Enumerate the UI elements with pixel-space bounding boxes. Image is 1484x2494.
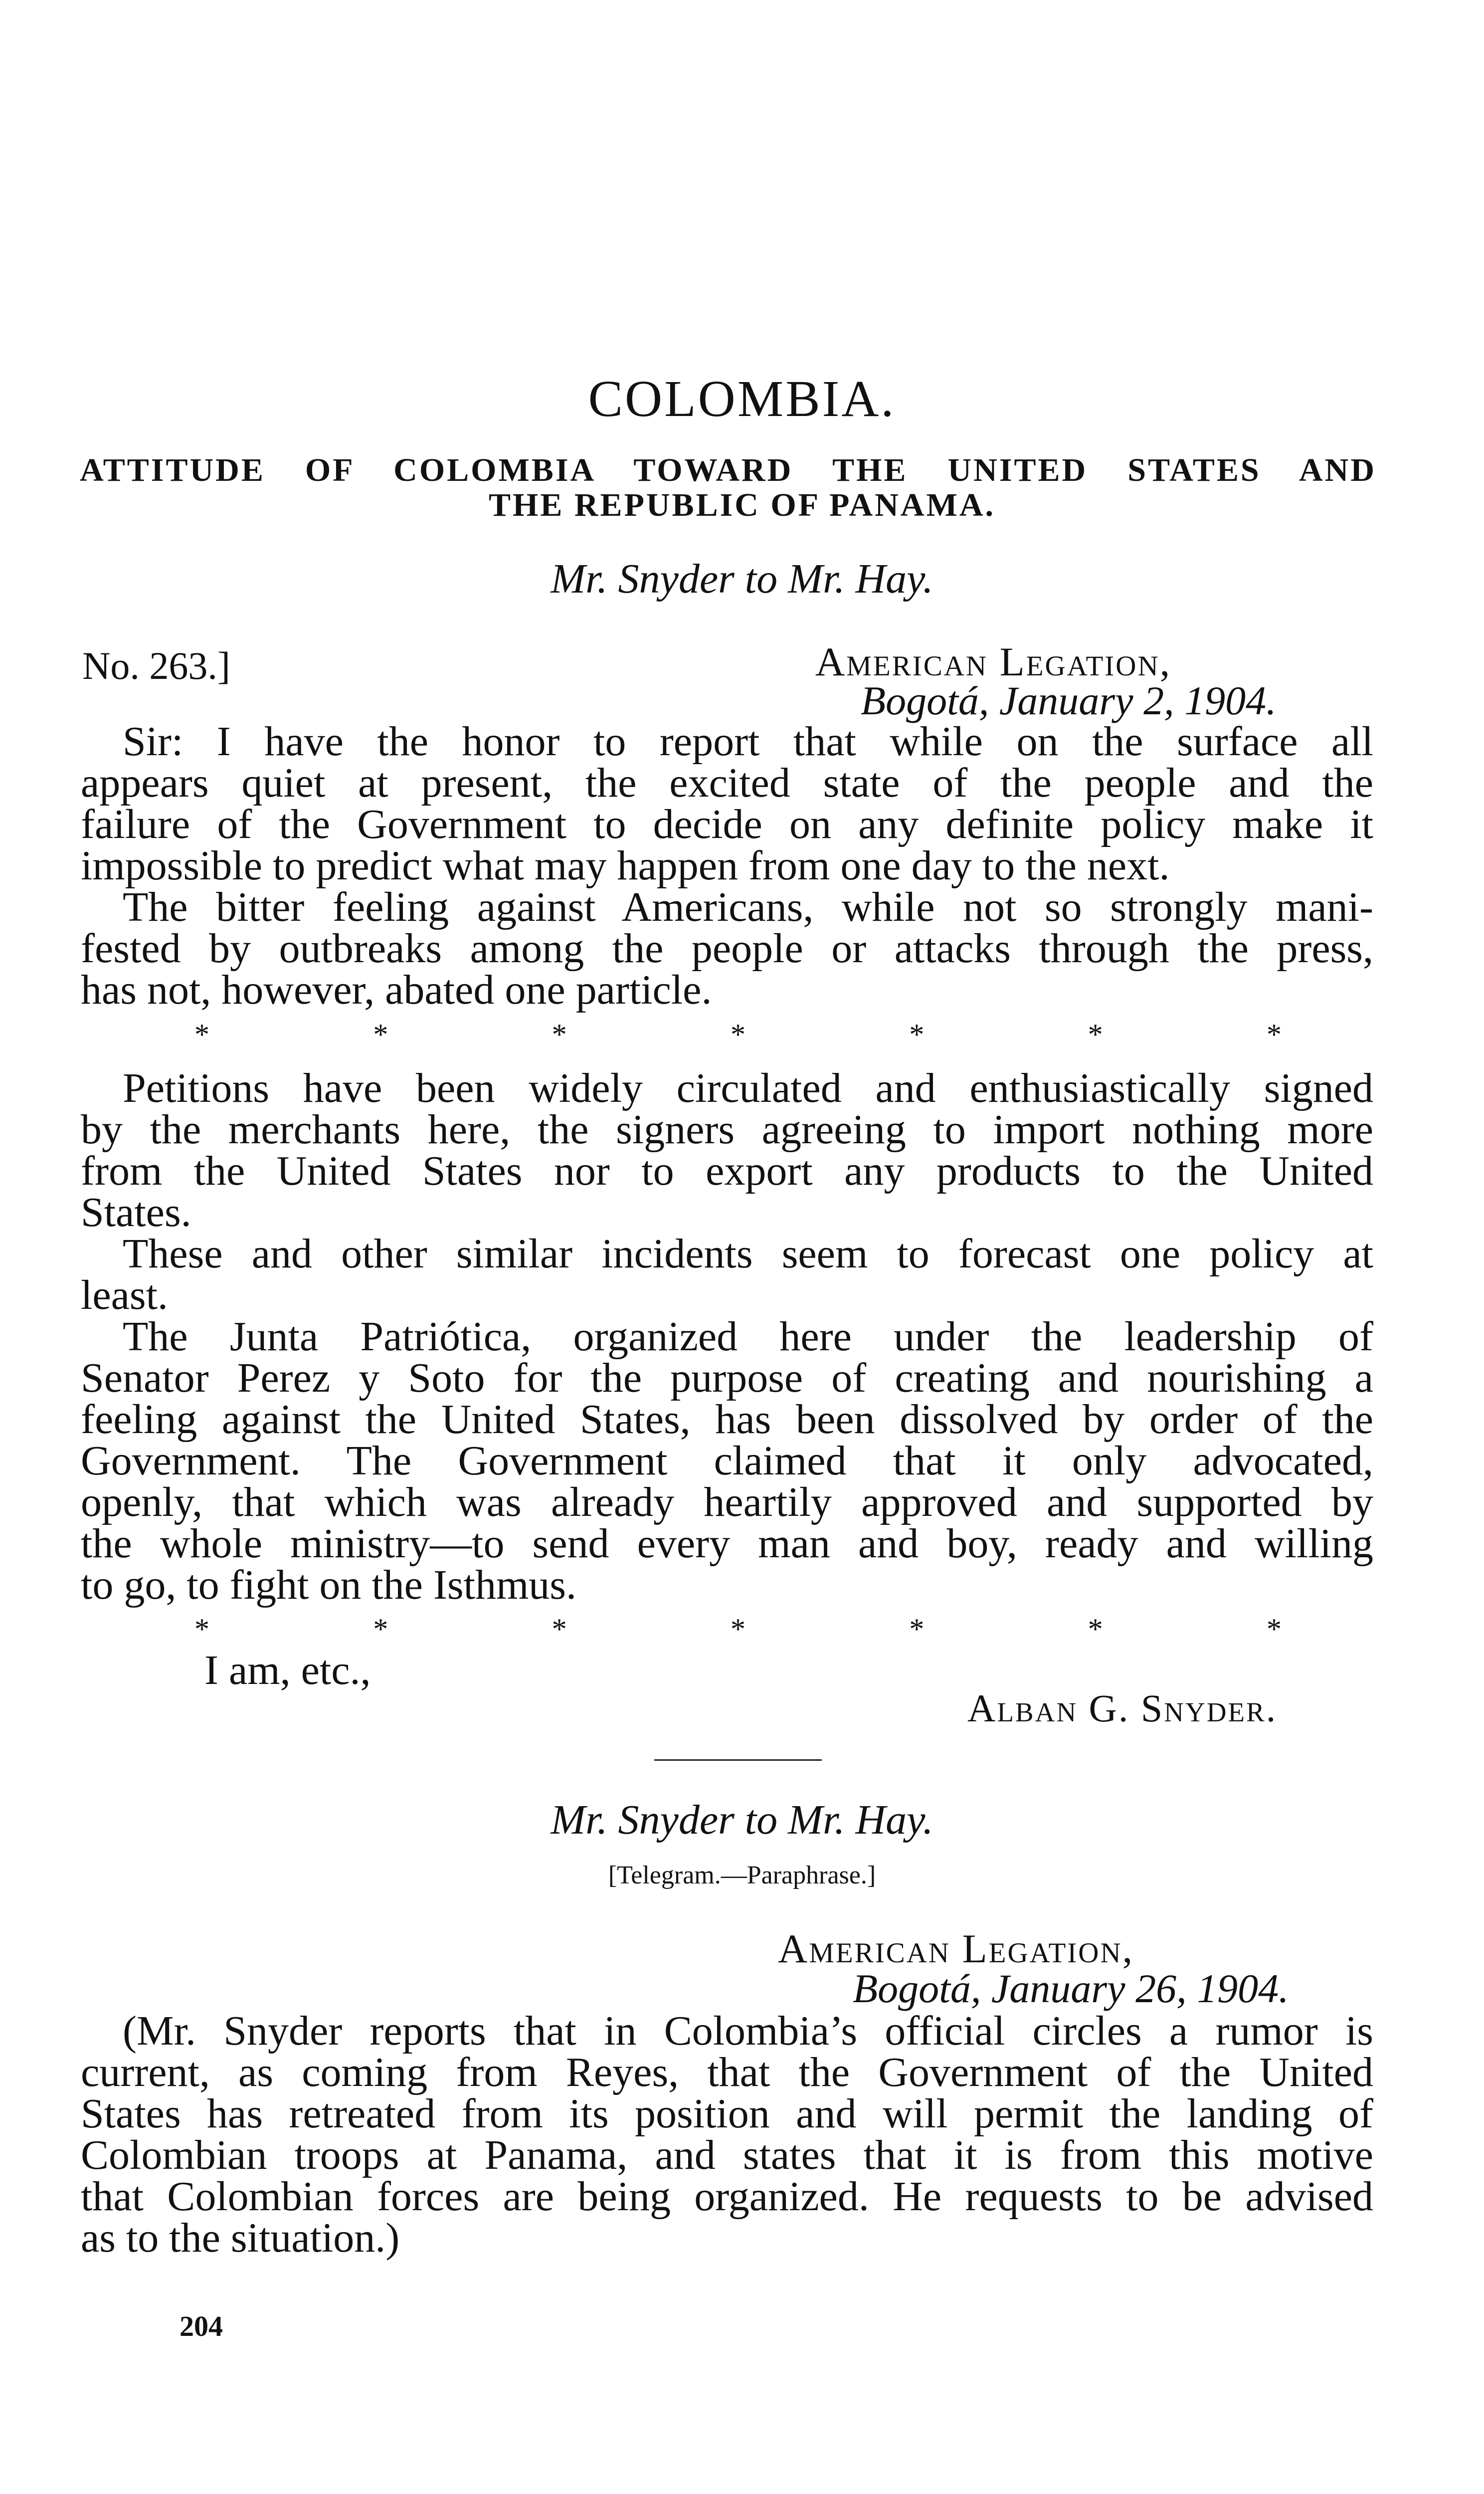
text-line: by the merchants here, the signers agreeing to import nothing more bbox=[81, 1106, 1373, 1153]
text-line: to go, to fight on the Isthmus. bbox=[81, 1562, 576, 1608]
letter-date: Bogotá, January 26, 1904. bbox=[853, 1966, 1289, 2011]
star: * bbox=[194, 1018, 209, 1051]
letter-place: American Legation, bbox=[815, 639, 1172, 684]
text-line: Petitions have been widely circulated and enthusiastically signed bbox=[123, 1065, 1373, 1111]
document-number: No. 263.] bbox=[82, 644, 230, 687]
star: * bbox=[1266, 1018, 1282, 1051]
section-caption-line-1: ATTITUDE OF COLOMBIA TOWARD THE UNITED STATES AND bbox=[80, 452, 1376, 488]
text-line: Sir: I have the honor to report that while on the surface all bbox=[123, 718, 1373, 765]
letter-heading: Mr. Snyder to Mr. Hay. bbox=[551, 1797, 933, 1843]
text-line: the whole ministry—to send every man and boy, ready and willing bbox=[81, 1520, 1373, 1567]
text-line: as to the situation.) bbox=[81, 2215, 400, 2261]
text-line: failure of the Government to decide on any definite policy make it bbox=[81, 801, 1373, 847]
text-line: openly, that which was already heartily approved and supported by bbox=[81, 1479, 1373, 1525]
ellipsis-stars bbox=[194, 1018, 1282, 1052]
star: * bbox=[730, 1613, 745, 1646]
star: * bbox=[909, 1613, 925, 1646]
text-line: that Colombian forces are being organized. He requests to be advised bbox=[81, 2173, 1373, 2220]
star: * bbox=[194, 1613, 209, 1646]
star: * bbox=[552, 1613, 567, 1646]
letter-date: Bogotá, January 2, 1904. bbox=[861, 678, 1277, 723]
text-line: from the United States nor to export any products to the United bbox=[81, 1148, 1373, 1194]
section-caption-line-2: THE REPUBLIC OF PANAMA. bbox=[489, 487, 995, 523]
star: * bbox=[552, 1018, 567, 1051]
text-line: The bitter feeling against Americans, while not so strongly mani- bbox=[123, 884, 1373, 930]
text-line: feeling against the United States, has been dissolved by order of the bbox=[81, 1396, 1373, 1443]
text-line: The Junta Patriótica, organized here under the leadership of bbox=[123, 1313, 1373, 1360]
ellipsis-stars bbox=[194, 1612, 1282, 1647]
signature: Alban G. Snyder. bbox=[967, 1686, 1278, 1730]
text-line: fested by outbreaks among the people or attacks through the press, bbox=[81, 925, 1373, 972]
star: * bbox=[909, 1018, 925, 1051]
text-line: States. bbox=[81, 1189, 191, 1236]
text-line: States has retreated from its position and will permit the landing of bbox=[81, 2090, 1373, 2137]
text-line: These and other similar incidents seem to forecast one policy at bbox=[123, 1231, 1373, 1277]
star: * bbox=[373, 1018, 388, 1051]
section-divider bbox=[654, 1759, 822, 1761]
letter-place: American Legation, bbox=[778, 1926, 1134, 1971]
star: * bbox=[1266, 1613, 1282, 1646]
letter-heading: Mr. Snyder to Mr. Hay. bbox=[551, 556, 933, 602]
text-line: Colombian troops at Panama, and states that it is from this motive bbox=[81, 2132, 1373, 2178]
text-line: impossible to predict what may happen from one day to the next. bbox=[81, 842, 1170, 889]
letter-closing: I am, etc., bbox=[204, 1647, 371, 1693]
page-title: COLOMBIA. bbox=[588, 370, 896, 427]
star: * bbox=[730, 1018, 745, 1051]
text-line: Senator Perez y Soto for the purpose of creating and nourishing a bbox=[81, 1355, 1373, 1401]
text-line: appears quiet at present, the excited state of the people and the bbox=[81, 760, 1373, 806]
text-line: Government. The Government claimed that it only advocated, bbox=[81, 1438, 1373, 1484]
page-number: 204 bbox=[180, 2310, 223, 2342]
star: * bbox=[1088, 1613, 1103, 1646]
text-line: has not, however, abated one particle. bbox=[81, 967, 712, 1013]
text-line: least. bbox=[81, 1272, 168, 1318]
text-line: current, as coming from Reyes, that the Government of the United bbox=[81, 2049, 1373, 2095]
text-line: (Mr. Snyder reports that in Colombia’s official circles a rumor is bbox=[123, 2008, 1373, 2054]
telegram-note: [Telegram.—Paraphrase.] bbox=[608, 1861, 876, 1889]
star: * bbox=[373, 1613, 388, 1646]
star: * bbox=[1088, 1018, 1103, 1051]
